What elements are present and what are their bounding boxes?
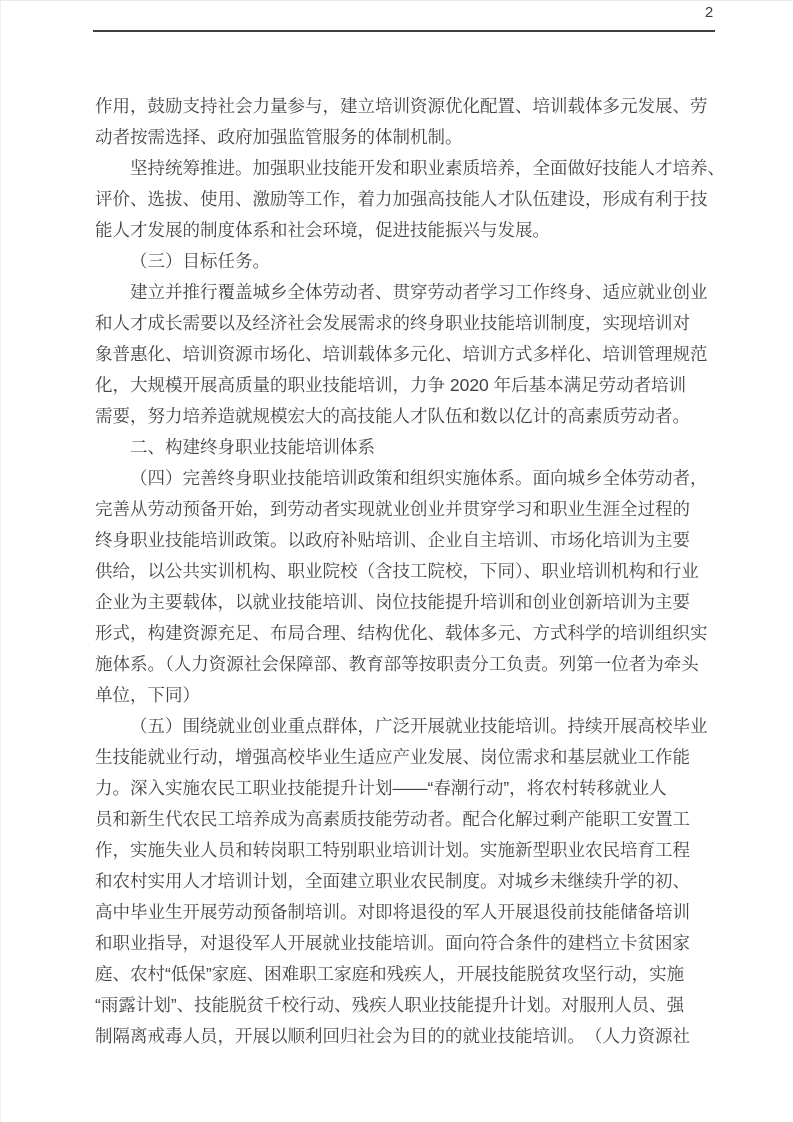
text-line: 象普惠化、培训资源市场化、培训载体多元化、培训方式多样化、培训管理规范: [95, 344, 708, 364]
text-line: （四）完善终身职业技能培训政策和组织实施体系。面向城乡全体劳动者，: [130, 468, 708, 488]
text-line: 高中毕业生开展劳动预备制培训。对即将退役的军人开展退役前技能储备培训: [95, 902, 690, 922]
text-line: 作用，鼓励支持社会力量参与，建立培训资源优化配置、培训载体多元发展、劳: [95, 96, 708, 116]
text-line: 单位，下同）: [95, 685, 200, 705]
text-line: 二、构建终身职业技能培训体系: [130, 437, 375, 457]
text-line: （三）目标任务。: [130, 251, 270, 271]
document-body: [95, 91, 725, 1052]
text-line: 动者按需选择、政府加强监管服务的体制机制。: [95, 127, 463, 147]
text-line: （五）围绕就业创业重点群体，广泛开展就业技能培训。持续开展高校毕业: [130, 716, 708, 736]
text-line: 和人才成长需要以及经济社会发展需求的终身职业技能培训制度，实现培训对: [95, 313, 690, 333]
text-line: 化，大规模开展高质量的职业技能培训，力争 2020 年后基本满足劳动者培训: [95, 375, 687, 395]
text-line: 形式，构建资源充足、布局合理、结构优化、载体多元、方式科学的培训组织实: [95, 623, 708, 643]
text-line: 庭、农村“低保”家庭、困难职工家庭和残疾人，开展技能脱贫攻坚行动，实施: [95, 964, 685, 984]
text-line: 能人才发展的制度体系和社会环境，促进技能振兴与发展。: [95, 220, 550, 240]
text-line: 评价、选拔、使用、激励等工作，着力加强高技能人才队伍建设，形成有利于技: [95, 189, 708, 209]
text-line: 生技能就业行动，增强高校毕业生适应产业发展、岗位需求和基层就业工作能: [95, 747, 690, 767]
text-line: 和职业指导，对退役军人开展就业技能培训。面向符合条件的建档立卡贫困家: [95, 933, 690, 953]
text-line: 制隔离戒毒人员，开展以顺利回归社会为目的的就业技能培训。 （人力资源社: [95, 1026, 690, 1046]
text-line: 坚持统筹推进。加强职业技能开发和职业素质培养，全面做好技能人才培养、: [130, 158, 725, 178]
header-rule: [93, 30, 715, 32]
text-line: 供给，以公共实训机构、职业院校（含技工院校，下同）、职业培训机构和行业: [95, 561, 699, 581]
text-line: 终身职业技能培训政策。以政府补贴培训、企业自主培训、市场化培训为主要: [95, 530, 690, 550]
text-line: 员和新生代农民工培养成为高素质技能劳动者。配合化解过剩产能职工安置工: [95, 809, 690, 829]
text-line: 施体系。（人力资源社会保障部、教育部等按职责分工负责。列第一位者为牵头: [95, 654, 699, 674]
text-line: 需要，努力培养造就规模宏大的高技能人才队伍和数以亿计的高素质劳动者。: [95, 406, 690, 426]
text-line: 和农村实用人才培训计划，全面建立职业农民制度。对城乡未继续升学的初、: [95, 871, 690, 891]
text-line: 企业为主要载体，以就业技能培训、岗位技能提升培训和创业创新培训为主要: [95, 592, 690, 612]
text-line: “雨露计划”、技能脱贫千校行动、残疾人职业技能提升计划。对服刑人员、强: [95, 995, 685, 1015]
text-line: 作，实施失业人员和转岗职工特别职业培训计划。实施新型职业农民培育工程: [95, 840, 690, 860]
text-line: 完善从劳动预备开始，到劳动者实现就业创业并贯穿学习和职业生涯全过程的: [95, 499, 690, 519]
text-line: 力。深入实施农民工职业技能提升计划——“春潮行动”，将农村转移就业人: [95, 778, 667, 798]
page-number: 2: [704, 4, 714, 21]
text-line: 建立并推行覆盖城乡全体劳动者、贯穿劳动者学习工作终身、适应就业创业: [130, 282, 708, 302]
